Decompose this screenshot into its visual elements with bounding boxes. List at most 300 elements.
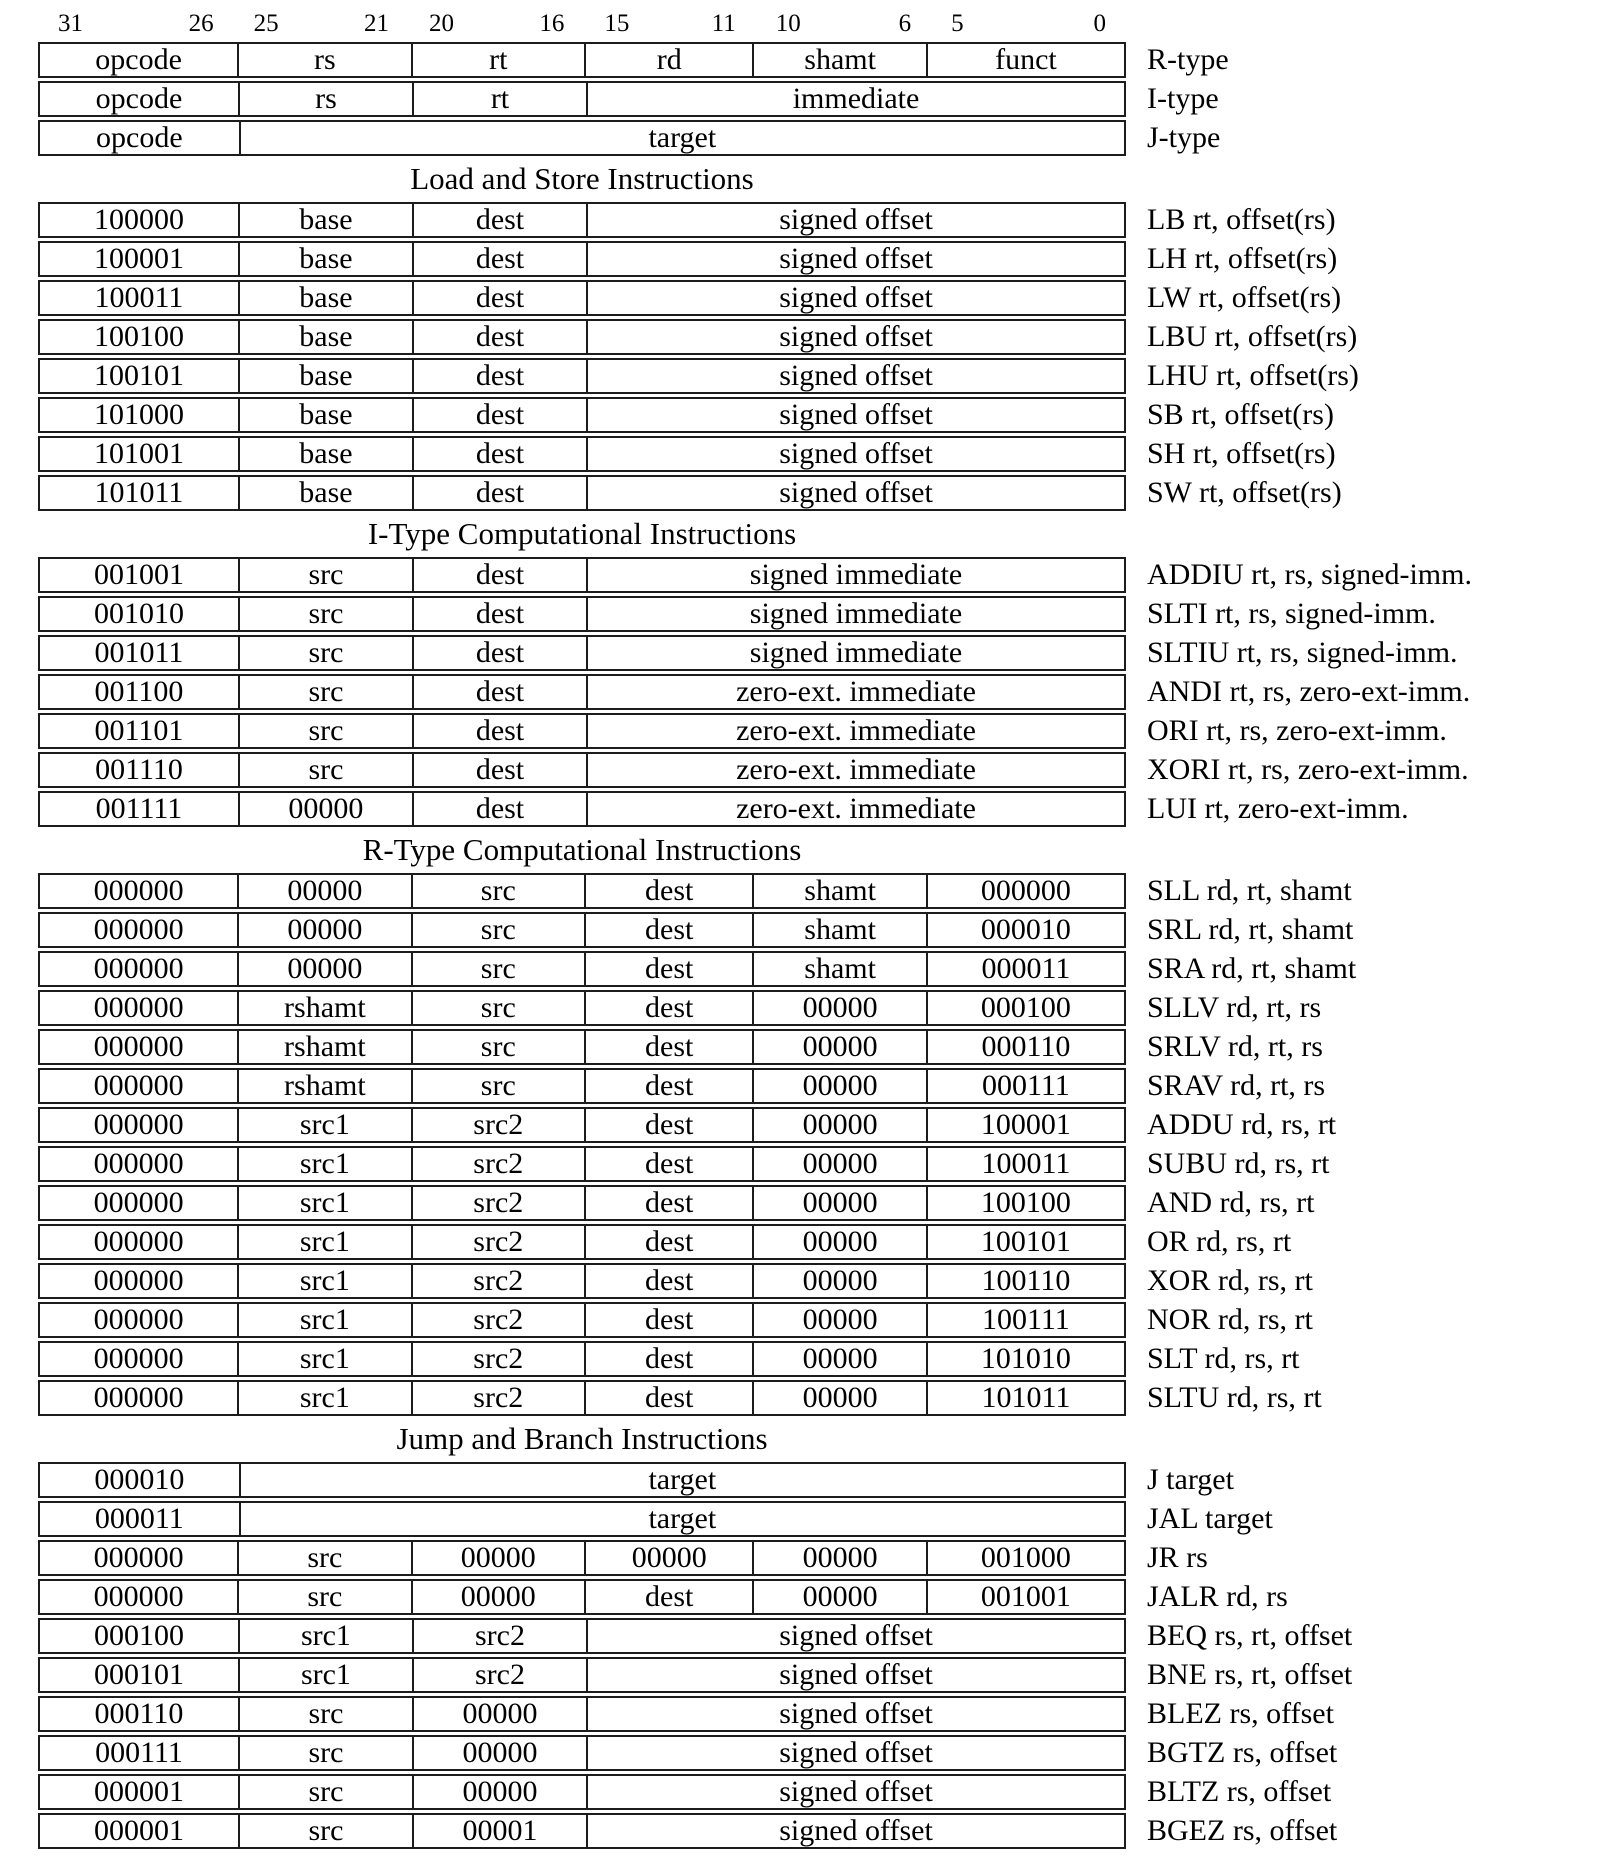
row-label: SRAV rd, rt, rs [1147, 1069, 1326, 1102]
field-cell: 000110 [94, 1698, 184, 1730]
instruction-row [38, 202, 1126, 238]
row-label: BLTZ rs, offset [1147, 1775, 1332, 1808]
instruction-row [38, 674, 1126, 710]
bit-low-label: 16 [539, 10, 565, 37]
field-cell: rshamt [237, 992, 410, 1024]
instruction-row [38, 635, 1126, 671]
field-cell: 000000 [93, 1070, 184, 1102]
field-cell: signed immediate [586, 559, 1124, 591]
field-cell: src2 [411, 1226, 584, 1258]
field-cell: rd [584, 44, 752, 76]
field-cell: opcode [95, 44, 182, 76]
field-cell: rshamt [237, 1070, 410, 1102]
field-cell: 000010 [94, 1464, 185, 1496]
field-cell: 00000 [752, 1265, 925, 1297]
instruction-row-line [38, 280, 1600, 316]
instruction-row [38, 241, 1126, 277]
field-cell: 100000 [93, 204, 184, 236]
field-cell: 001000 [926, 1542, 1124, 1574]
field-cell: src1 [237, 1382, 410, 1414]
field-cell: 100101 [93, 360, 184, 392]
field-cell: base [238, 360, 412, 392]
instruction-row [38, 280, 1126, 316]
bit-high-label: 25 [253, 10, 279, 37]
field-cell: target [239, 122, 1124, 154]
field-cell: 001101 [94, 715, 184, 747]
instruction-row [38, 1302, 1126, 1338]
row-label: NOR rd, rs, rt [1147, 1303, 1313, 1336]
field-cell: src1 [237, 1265, 410, 1297]
field-cell: 000001 [93, 1776, 184, 1808]
field-cell: dest [584, 1187, 752, 1219]
instruction-row [38, 1735, 1126, 1771]
field-cell: src2 [411, 1304, 584, 1336]
instruction-row [38, 1146, 1126, 1182]
field-cell: dest [584, 992, 752, 1024]
row-label: AND rd, rs, rt [1147, 1186, 1315, 1219]
row-label: J-type [1147, 121, 1221, 154]
field-cell: base [238, 282, 412, 314]
field-cell: 00000 [752, 1031, 925, 1063]
instruction-row-line [38, 1224, 1600, 1260]
instruction-row [38, 752, 1126, 788]
field-cell: 001010 [93, 598, 184, 630]
instruction-row-line [38, 202, 1600, 238]
field-cell: dest [412, 321, 586, 353]
field-cell: signed offset [586, 360, 1124, 392]
field-cell: 00000 [411, 1542, 584, 1574]
field-cell: 000011 [926, 953, 1124, 985]
field-cell: rt [412, 83, 586, 115]
field-cell: 000000 [93, 953, 184, 985]
field-cell: 100001 [926, 1109, 1124, 1141]
field-cell: dest [584, 1070, 752, 1102]
field-cell: immediate [586, 83, 1124, 115]
field-cell: dest [584, 1031, 752, 1063]
field-cell: dest [412, 399, 586, 431]
field-cell: 000000 [93, 1187, 184, 1219]
row-label: I-type [1147, 82, 1219, 115]
instruction-row-line [38, 951, 1600, 987]
field-cell: src1 [237, 1304, 410, 1336]
field-cell: 00000 [584, 1542, 752, 1574]
instruction-row [38, 436, 1126, 472]
instruction-row-line [38, 319, 1600, 355]
field-cell: src2 [411, 1343, 584, 1375]
instruction-row-line [38, 674, 1600, 710]
field-cell: base [238, 438, 412, 470]
field-cell: src [237, 1542, 410, 1574]
field-cell: 101011 [926, 1382, 1124, 1414]
field-cell: dest [584, 1304, 752, 1336]
field-cell: 100100 [926, 1187, 1124, 1219]
row-label: LH rt, offset(rs) [1147, 242, 1338, 275]
field-cell: dest [584, 1148, 752, 1180]
field-cell: dest [584, 1382, 752, 1414]
row-label: SLL rd, rt, shamt [1147, 874, 1352, 907]
instruction-row [38, 1618, 1126, 1654]
row-label: SUBU rd, rs, rt [1147, 1147, 1330, 1180]
section-title: Jump and Branch Instructions [396, 1421, 768, 1456]
field-cell: signed immediate [586, 598, 1124, 630]
instruction-row [38, 951, 1126, 987]
field-cell: signed offset [586, 1698, 1124, 1730]
field-cell: src2 [412, 1659, 586, 1691]
field-cell: 00000 [752, 1148, 925, 1180]
field-cell: opcode [95, 83, 183, 115]
instruction-row-line [38, 1068, 1600, 1104]
field-cell: src [238, 1698, 412, 1730]
field-cell: signed offset [586, 282, 1124, 314]
field-cell: dest [412, 559, 586, 591]
field-cell: rs [238, 83, 412, 115]
instruction-row [38, 1341, 1126, 1377]
field-cell: src [238, 598, 412, 630]
instruction-row [38, 713, 1126, 749]
field-cell: 00000 [752, 1226, 925, 1258]
instruction-row-line [38, 1462, 1600, 1498]
field-cell: 000000 [93, 1304, 184, 1336]
instruction-row-line [38, 1735, 1600, 1771]
row-label: LW rt, offset(rs) [1147, 281, 1342, 314]
field-cell: src2 [411, 1265, 584, 1297]
field-cell: src [411, 953, 584, 985]
instruction-row-line [38, 475, 1600, 511]
row-label: ORI rt, rs, zero-ext-imm. [1147, 714, 1447, 747]
field-cell: 000000 [93, 1343, 184, 1375]
row-label: SW rt, offset(rs) [1147, 476, 1342, 509]
field-cell: src [238, 637, 412, 669]
row-label: SLT rd, rs, rt [1147, 1342, 1300, 1375]
field-cell: 00000 [752, 1304, 925, 1336]
field-cell: base [238, 243, 412, 275]
row-label: BLEZ rs, offset [1147, 1697, 1334, 1730]
field-cell: opcode [96, 122, 183, 154]
instruction-row [38, 990, 1126, 1026]
row-label: JALR rd, rs [1147, 1580, 1288, 1613]
field-cell: 00000 [752, 1187, 925, 1219]
field-cell: 000000 [93, 1109, 184, 1141]
section-table-0 [38, 202, 1600, 511]
row-label: SRL rd, rt, shamt [1147, 913, 1354, 946]
field-cell: 000100 [93, 1620, 184, 1652]
bit-ruler-field-4 [756, 8, 931, 38]
field-cell: target [239, 1503, 1124, 1535]
field-cell: dest [584, 1343, 752, 1375]
field-cell: dest [412, 477, 586, 509]
field-cell: 000000 [93, 1265, 184, 1297]
field-cell: 00000 [752, 1542, 925, 1574]
field-cell: 001001 [93, 559, 184, 591]
field-cell: 000000 [93, 1382, 184, 1414]
instruction-row-line [38, 241, 1600, 277]
field-cell: dest [584, 1226, 752, 1258]
field-cell: 000010 [926, 914, 1124, 946]
field-cell: 100011 [94, 282, 184, 314]
field-cell: zero-ext. immediate [586, 754, 1124, 786]
field-cell: dest [412, 754, 586, 786]
field-cell: base [238, 477, 412, 509]
field-cell: 00000 [752, 1343, 925, 1375]
field-cell: 000011 [94, 1503, 184, 1535]
instruction-row-line [38, 596, 1600, 632]
field-cell: src [238, 559, 412, 591]
instruction-row [38, 791, 1126, 827]
field-cell: 001011 [94, 637, 184, 669]
instruction-row-line [38, 635, 1600, 671]
field-cell: 00000 [752, 1109, 925, 1141]
bit-high-label: 5 [951, 10, 964, 37]
row-label: OR rd, rs, rt [1147, 1225, 1292, 1258]
row-label: LHU rt, offset(rs) [1147, 359, 1359, 392]
row-label: ADDU rd, rs, rt [1147, 1108, 1337, 1141]
row-label: JAL target [1147, 1502, 1273, 1535]
field-cell: 000001 [93, 1815, 184, 1847]
field-cell: 001110 [95, 754, 183, 786]
instruction-row [38, 1462, 1126, 1498]
field-cell: dest [412, 243, 586, 275]
instruction-row [38, 1579, 1126, 1615]
row-label: SLTI rt, rs, signed-imm. [1147, 597, 1436, 630]
section-title: I-Type Computational Instructions [367, 516, 797, 551]
instruction-row [38, 1185, 1126, 1221]
field-cell: src2 [412, 1620, 586, 1652]
row-label: SRA rd, rt, shamt [1147, 952, 1357, 985]
row-label: SLLV rd, rt, rs [1147, 991, 1322, 1024]
field-cell: src [238, 1815, 412, 1847]
field-cell: dest [412, 598, 586, 630]
field-cell: 00000 [412, 1698, 586, 1730]
instruction-row [38, 1029, 1126, 1065]
field-cell: 100110 [926, 1265, 1124, 1297]
bit-ruler-field-5 [931, 8, 1126, 38]
instruction-row [38, 1696, 1126, 1732]
field-cell: signed offset [586, 438, 1124, 470]
bit-ruler-field-1 [234, 8, 409, 38]
instruction-row [38, 596, 1126, 632]
bit-high-label: 20 [429, 10, 454, 37]
field-cell: base [238, 399, 412, 431]
instruction-row-line [38, 912, 1600, 948]
instruction-row-line [38, 1107, 1600, 1143]
field-cell: 100101 [926, 1226, 1124, 1258]
instruction-row [38, 557, 1126, 593]
row-label: XOR rd, rs, rt [1147, 1264, 1313, 1297]
field-cell: rt [411, 44, 584, 76]
field-cell: dest [584, 1109, 752, 1141]
bit-high-label: 10 [775, 10, 801, 37]
instruction-row-line [38, 1579, 1600, 1615]
instruction-row-line [38, 1540, 1600, 1576]
bit-high-label: 31 [58, 10, 83, 37]
row-label: SB rt, offset(rs) [1147, 398, 1334, 431]
field-cell: 000100 [926, 992, 1124, 1024]
field-cell: src [411, 914, 584, 946]
row-label: XORI rt, rs, zero-ext-imm. [1147, 753, 1469, 786]
instruction-row-line [38, 42, 1600, 78]
field-cell: src [411, 1031, 584, 1063]
field-cell: dest [584, 953, 752, 985]
instruction-row-line [38, 752, 1600, 788]
field-cell: 001001 [926, 1581, 1124, 1613]
row-label: J target [1147, 1463, 1234, 1496]
field-cell: 000000 [93, 1031, 184, 1063]
instruction-row-line [38, 791, 1600, 827]
field-cell: 00000 [237, 875, 410, 907]
field-cell: signed offset [586, 1737, 1124, 1769]
field-cell: 001100 [94, 676, 184, 708]
field-cell: src2 [411, 1187, 584, 1219]
field-cell: src2 [411, 1148, 584, 1180]
instruction-row [38, 319, 1126, 355]
instruction-row-line [38, 1618, 1600, 1654]
row-label: SH rt, offset(rs) [1147, 437, 1336, 470]
instruction-row [38, 1380, 1126, 1416]
field-cell: 000111 [926, 1070, 1124, 1102]
field-cell: 100111 [926, 1304, 1124, 1336]
instruction-row [38, 81, 1126, 117]
bit-low-label: 6 [898, 10, 912, 37]
field-cell: signed offset [586, 1620, 1124, 1652]
instruction-row-line [38, 1696, 1600, 1732]
row-label: R-type [1147, 43, 1229, 76]
row-label: JR rs [1147, 1541, 1208, 1574]
field-cell: dest [412, 282, 586, 314]
field-cell: 000111 [95, 1737, 183, 1769]
instruction-row [38, 475, 1126, 511]
field-cell: src1 [237, 1343, 410, 1375]
field-cell: dest [584, 1265, 752, 1297]
field-cell: signed offset [586, 321, 1124, 353]
bit-ruler-field-3 [584, 8, 755, 38]
field-cell: src [238, 754, 412, 786]
field-cell: signed immediate [586, 637, 1124, 669]
field-cell: signed offset [586, 399, 1124, 431]
field-cell: base [238, 321, 412, 353]
row-label: ADDIU rt, rs, signed-imm. [1147, 558, 1472, 591]
field-cell: rs [237, 44, 410, 76]
row-label: LBU rt, offset(rs) [1147, 320, 1358, 353]
field-cell: dest [412, 637, 586, 669]
field-cell: 000101 [93, 1659, 184, 1691]
field-cell: src2 [411, 1109, 584, 1141]
instruction-sections [38, 162, 1600, 1849]
instruction-row [38, 1263, 1126, 1299]
field-cell: 000110 [926, 1031, 1124, 1063]
field-cell: 101000 [93, 399, 184, 431]
instruction-row [38, 358, 1126, 394]
field-cell: dest [412, 438, 586, 470]
section-title: Load and Store Instructions [410, 161, 754, 196]
bit-ruler-field-0 [38, 8, 234, 38]
instruction-row [38, 1107, 1126, 1143]
field-cell: 001111 [95, 793, 183, 825]
instruction-row-line [38, 81, 1600, 117]
section-title: R-Type Computational Instructions [362, 832, 802, 867]
instruction-row [38, 1068, 1126, 1104]
field-cell: 000000 [93, 1226, 184, 1258]
instruction-row-line [38, 1029, 1600, 1065]
field-cell: 00000 [752, 1581, 925, 1613]
field-cell: dest [412, 204, 586, 236]
field-cell: 00000 [752, 992, 925, 1024]
row-label: ANDI rt, rs, zero-ext-imm. [1147, 675, 1471, 708]
field-cell: 000000 [93, 1148, 184, 1180]
row-label: BNE rs, rt, offset [1147, 1658, 1353, 1691]
row-label: SRLV rd, rt, rs [1147, 1030, 1323, 1063]
section-table-2 [38, 873, 1600, 1416]
field-cell: 00001 [412, 1815, 586, 1847]
field-cell: src1 [238, 1659, 412, 1691]
field-cell: 000000 [93, 914, 184, 946]
instruction-row-line [38, 1380, 1600, 1416]
instruction-row [38, 1540, 1126, 1576]
field-cell: 000000 [93, 992, 184, 1024]
field-cell: 100011 [926, 1148, 1124, 1180]
field-cell: signed offset [586, 204, 1124, 236]
row-label: BGTZ rs, offset [1147, 1736, 1338, 1769]
field-cell: zero-ext. immediate [586, 715, 1124, 747]
bit-low-label: 21 [364, 10, 389, 37]
field-cell: funct [926, 44, 1124, 76]
field-cell: src [411, 992, 584, 1024]
bit-ruler-field-2 [409, 8, 584, 38]
field-cell: 00000 [411, 1581, 584, 1613]
field-cell: base [238, 204, 412, 236]
field-cell: src1 [238, 1620, 412, 1652]
field-cell: 101010 [926, 1343, 1124, 1375]
field-cell: src [238, 676, 412, 708]
instruction-row-line [38, 1185, 1600, 1221]
field-cell: 00000 [752, 1382, 925, 1414]
field-cell: src1 [237, 1226, 410, 1258]
row-label: LB rt, offset(rs) [1147, 203, 1336, 236]
instruction-row-line [38, 397, 1600, 433]
field-cell: 000000 [926, 875, 1124, 907]
field-cell: dest [412, 715, 586, 747]
bit-high-label: 15 [604, 10, 630, 37]
field-cell: dest [412, 793, 586, 825]
instruction-row-line [38, 358, 1600, 394]
field-cell: src [238, 1776, 412, 1808]
field-cell: src [238, 715, 412, 747]
field-cell: signed offset [586, 243, 1124, 275]
bit-ruler [38, 8, 1126, 38]
instruction-row-line [38, 1341, 1600, 1377]
field-cell: signed offset [586, 1815, 1124, 1847]
instruction-row [38, 912, 1126, 948]
bit-low-label: 26 [188, 10, 214, 37]
field-cell: src [237, 1581, 410, 1613]
instruction-row-line [38, 1501, 1600, 1537]
field-cell: zero-ext. immediate [586, 676, 1124, 708]
instruction-row-line [38, 120, 1600, 156]
instruction-row [38, 1224, 1126, 1260]
instruction-row-line [38, 1657, 1600, 1693]
field-cell: rshamt [237, 1031, 410, 1063]
instruction-row-line [38, 1146, 1600, 1182]
instruction-row-line [38, 873, 1600, 909]
field-cell: target [239, 1464, 1124, 1496]
field-cell: src1 [237, 1187, 410, 1219]
instruction-row-line [38, 1774, 1600, 1810]
field-cell: signed offset [586, 1659, 1124, 1691]
row-label: BEQ rs, rt, offset [1147, 1619, 1353, 1652]
field-cell: src [411, 875, 584, 907]
instruction-row [38, 1774, 1126, 1810]
field-cell: 00000 [752, 1070, 925, 1102]
section-table-3 [38, 1462, 1600, 1849]
